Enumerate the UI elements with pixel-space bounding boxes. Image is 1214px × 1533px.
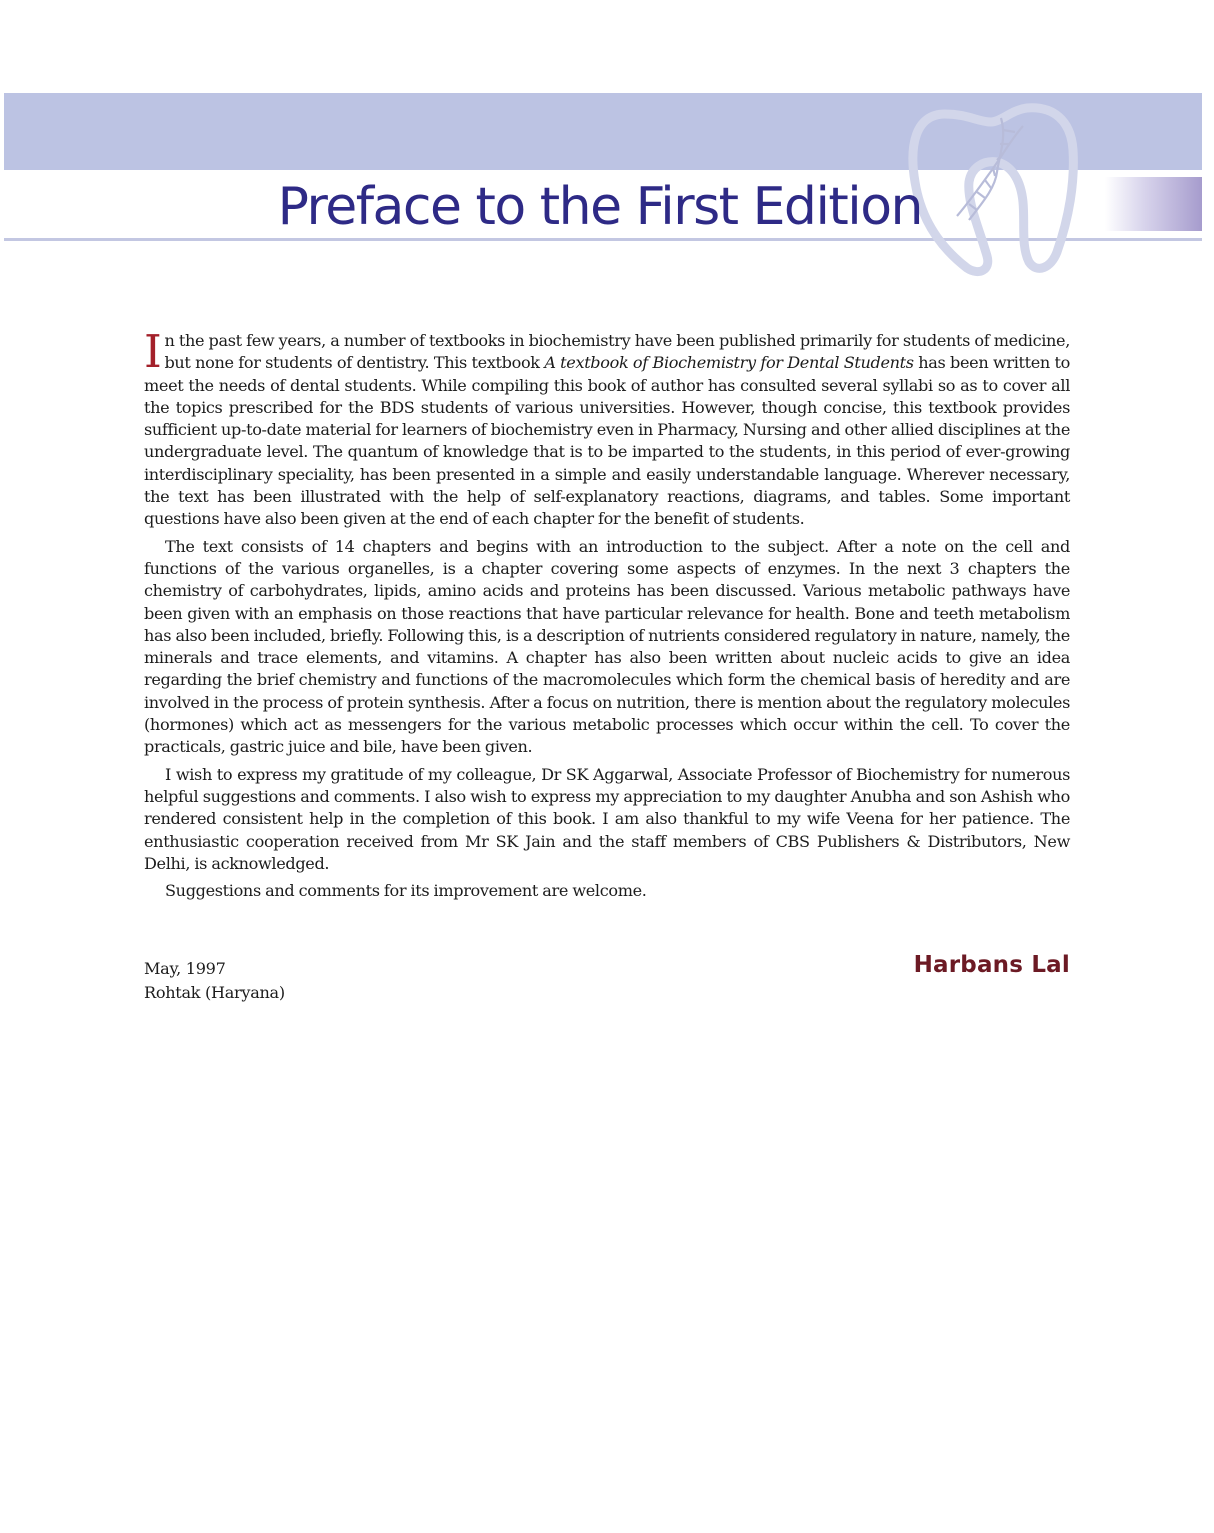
header-accent-tab (1105, 177, 1202, 231)
preface-date: May, 1997 (144, 959, 226, 978)
paragraph-4: Suggestions and comments for its improvement are welcome. (165, 881, 647, 901)
paragraph-3: I wish to express my gratitude of my colleague, Dr SK Aggarwal, Associate Professor of Biochemistry for numerous helpful suggestions and comments. I also wish to express my appreciation to my daughter Anubha and son Ashish who rendered consistent help in the completion of this book. I am also thankful to my wife Veena for her patience. The enthusiastic cooperation received from Mr SK Jain and the staff members of CBS Publishers & Distributors, New Delhi, is acknowledged. (144, 764, 1070, 873)
drop-cap: I (144, 325, 162, 378)
paragraph-1 (144, 325, 1070, 531)
preface-body (144, 325, 1070, 907)
paragraph-1-lead: n the past few years, a number of textbooks in biochemistry have been published primarily for students of medicine, but none for students of dentistry. This textbook (164, 331, 1070, 373)
preface-place: Rohtak (Haryana) (144, 983, 285, 1002)
paragraph-1-rest: has been written to meet the needs of dental students. While compiling this book of author has consulted several syllabi so as to cover all the topics prescribed for the BDS students of various universities. However, though concise, this textbook provides sufficient up-to-date material for learners of biochemistry even in Pharmacy, Nursing and other allied disciplines at the undergraduate level. The quantum of knowledge that is to be imparted to the students, in this period of ever-growing interdisciplinary speciality, has been presented in a simple and easily understandable language. Wherever necessary, the text has been illustrated with the help of self-explanatory reactions, diagrams, and tables. Some important questions have also been given at the end of each chapter for the benefit of students. (144, 353, 1070, 529)
paragraph-2: The text consists of 14 chapters and begins with an introduction to the subject. After a note on the cell and functions of the various organelles, is a chapter covering some aspects of enzymes. In the next 3 chapters the chemistry of carbohydrates, lipids, amino acids and proteins has been discussed. Various metabolic pathways have been given with an emphasis on those reactions that have particular relevance for health. Bone and teeth metabolism has also been included, briefly. Following this, is a description of nutrients considered regulatory in nature, namely, the minerals and trace elements, and vitamins. A chapter has also been written about nucleic acids to give an idea regarding the brief chemistry and functions of the macromolecules which form the chemical basis of heredity and are involved in the process of protein synthesis. After a focus on nutrition, there is mention about the regulatory molecules (hormones) which act as messengers for the various metabolic processes which occur within the cell. To cover the practicals, gastric juice and bile, have been given. (144, 536, 1070, 757)
book-title: A textbook of Biochemistry for Dental Students (544, 353, 914, 373)
page-title: Preface to the First Edition (277, 177, 922, 237)
tooth-dna-icon (905, 98, 1085, 278)
author-name: Harbans Lal (913, 952, 1070, 978)
